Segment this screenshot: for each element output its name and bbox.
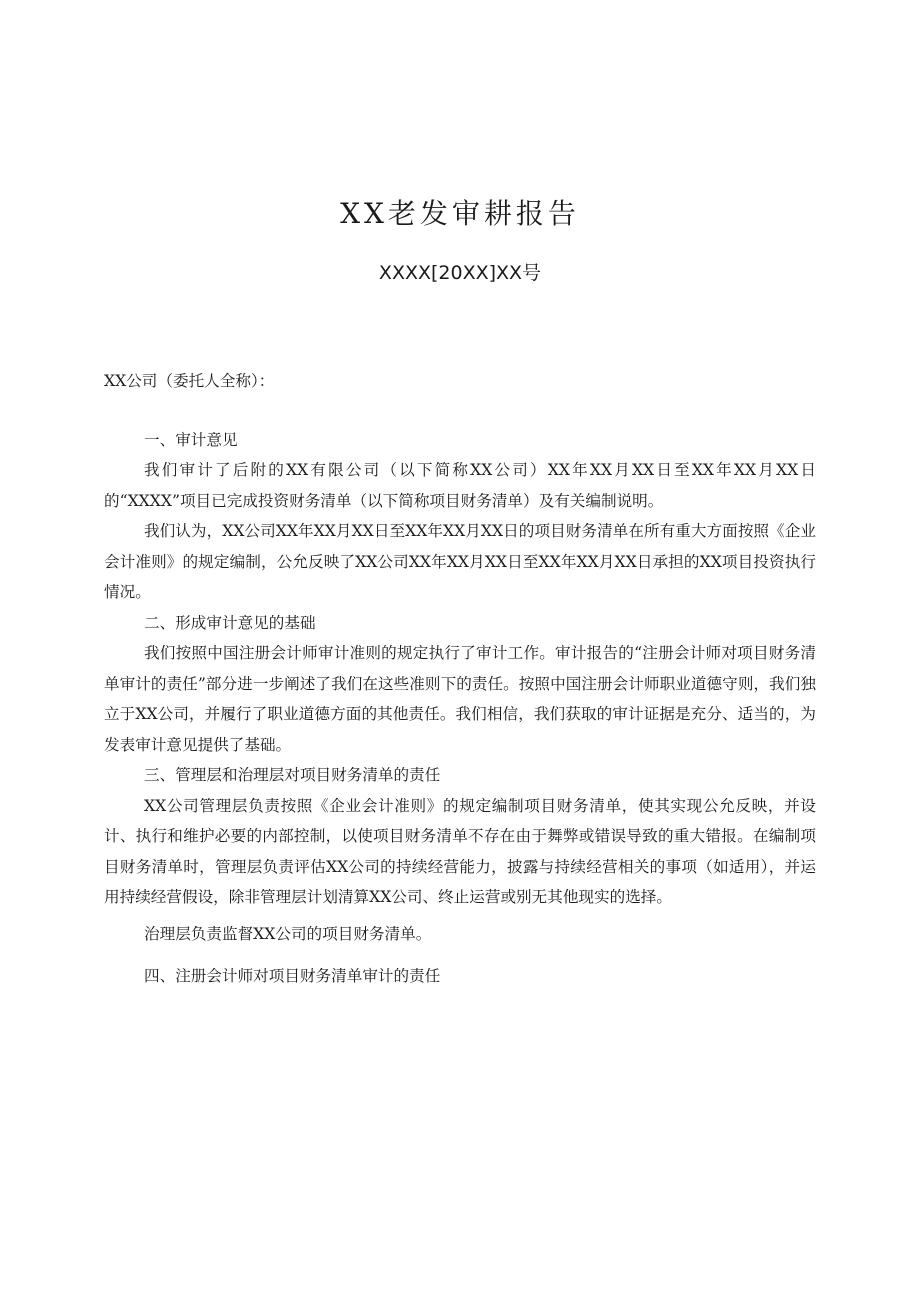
section-heading-basis: 二、形成审计意见的基础 — [144, 613, 316, 632]
paragraph: 治理层负责监督XX公司的项目财务清单。 — [144, 924, 432, 943]
paragraph: 我们认为，XX公司XX年XX月XX日至XX年XX月XX日的项目财务清单在所有重大方面按照《企业会计准则》的规定编制，公允反映了XX公司XX年XX月XX日至XX年XX月XX日承担的XX项目投资执行情况。 — [104, 522, 816, 601]
addressee: XX公司（委托人全称）： — [104, 372, 275, 390]
report-body — [104, 366, 816, 992]
section-heading-management-responsibility: 三、管理层和治理层对项目财务清单的责任 — [144, 766, 441, 784]
report-title: XX老发审耕报告 — [340, 197, 580, 230]
paragraph: XX公司管理层负责按照《企业会计准则》的规定编制项目财务清单，使其实现公允反映，并设计、执行和维护必要的内部控制，以使项目财务清单不存在由于舞弊或错误导致的重大错报。在编制项目财务清单时，管理层负责评估XX公司的持续经营能力，披露与持续经营相关的事项（如适用），并运用持续经营假设，除非管理层计划清算XX公司、终止运营或别无其他现实的选择。 — [104, 796, 816, 906]
section-heading-auditor-responsibility: 四、注册会计师对项目财务清单审计的责任 — [144, 967, 441, 985]
document-number: XXXX[20XX]XX号 — [378, 262, 542, 284]
paragraph: 我们按照中国注册会计师审计准则的规定执行了审计工作。审计报告的“注册会计师对项目财务清单审计的责任”部分进一步阐述了我们在这些准则下的责任。按照中国注册会计师职业道德守则，我们独立于XX公司，并履行了职业道德方面的其他责任。我们相信，我们获取的审计证据是充分、适当的，为发表审计意见提供了基础。 — [104, 644, 816, 754]
section-heading-opinion: 一、审计意见 — [144, 430, 238, 449]
paragraph: 我们审计了后附的XX有限公司（以下简称XX公司）XX年XX月XX日至XX年XX月XX日的“XXXX”项目已完成投资财务清单（以下简称项目财务清单）及有关编制说明。 — [104, 461, 816, 510]
